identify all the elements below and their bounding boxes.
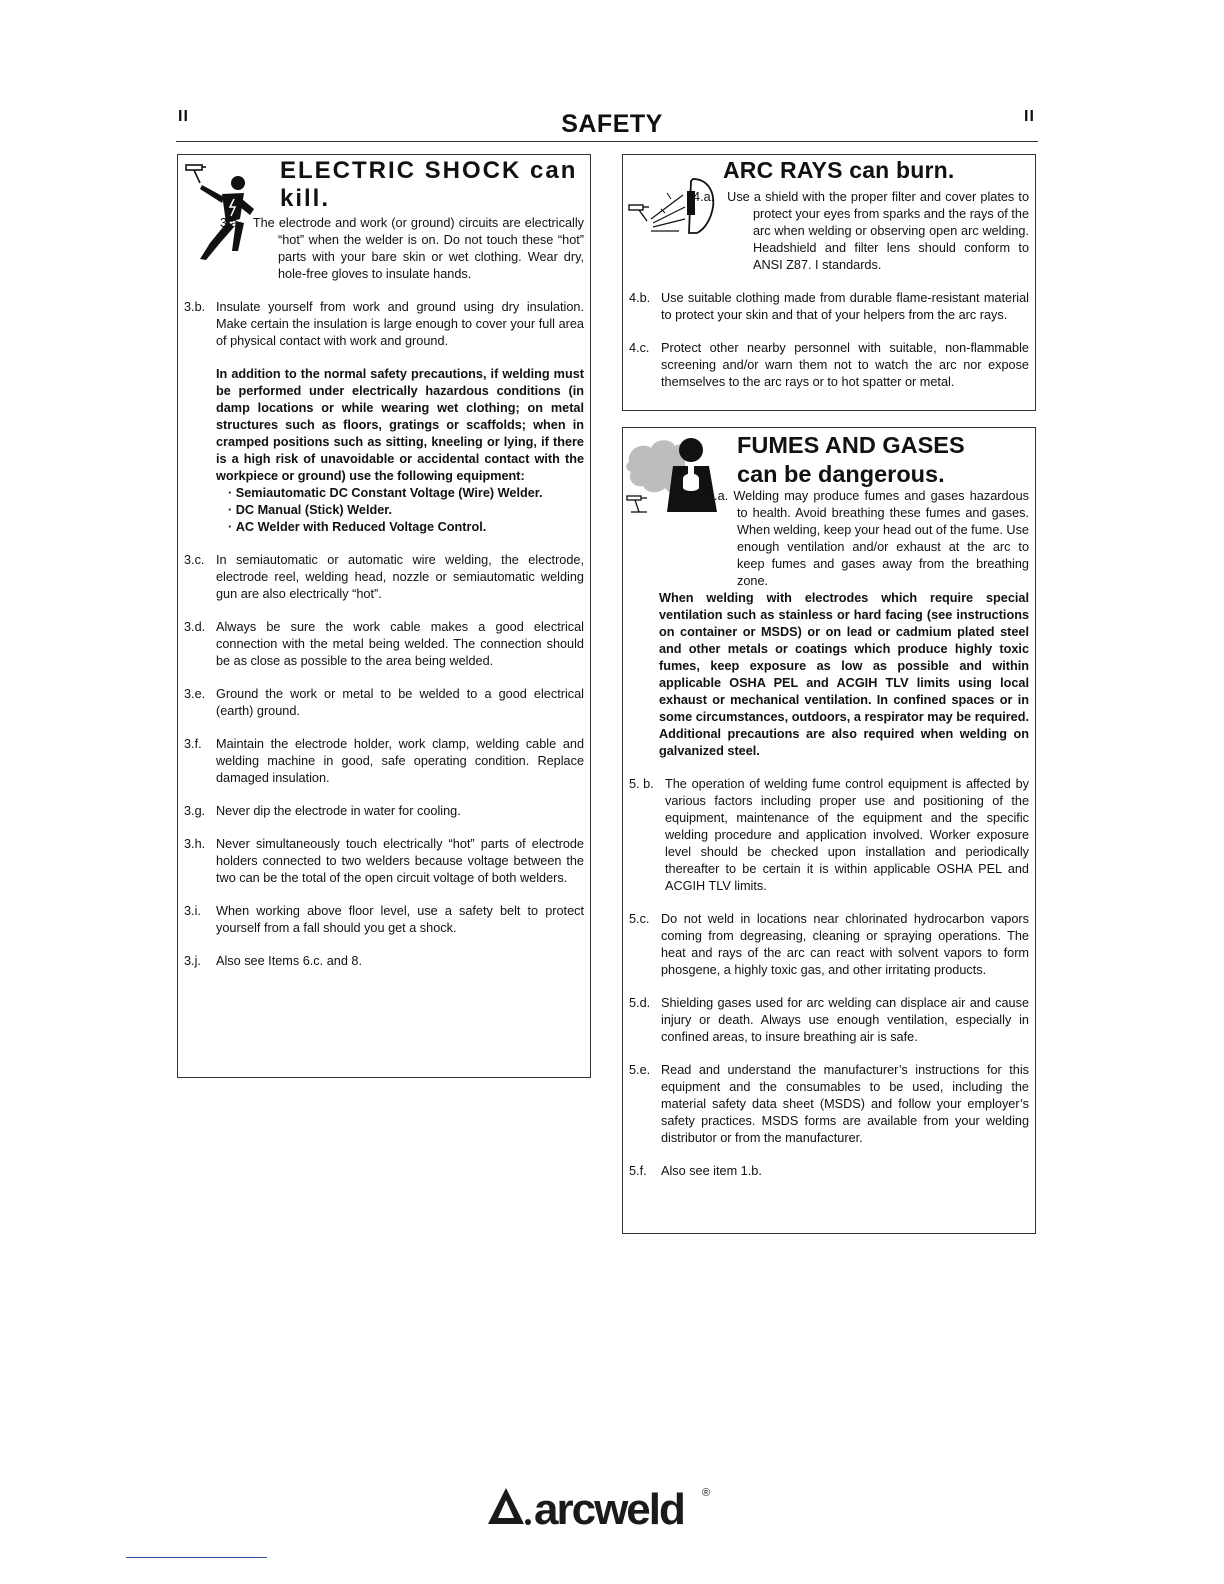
item-5a-intro xyxy=(659,488,1029,590)
page-title: SAFETY xyxy=(561,110,663,138)
hazardous-conditions-note xyxy=(184,366,584,536)
item-label: 3.d. xyxy=(184,620,206,634)
equipment-list xyxy=(216,485,584,536)
item-label: 5.f. xyxy=(629,1164,647,1178)
header-divider xyxy=(176,141,1038,142)
item-5b xyxy=(629,776,1029,895)
item-5f xyxy=(629,1163,1029,1180)
item-5e xyxy=(629,1062,1029,1147)
item-text: When working above floor level, use a safety belt to protect yourself from a fall should you get a shock. xyxy=(216,904,584,935)
item-4c xyxy=(629,340,1029,391)
item-text: Never dip the electrode in water for cooling. xyxy=(216,804,461,818)
electric-shock-body xyxy=(184,215,584,986)
item-text: In semiautomatic or automatic wire welding, the electrode, electrode reel, welding head, nozzle or semiautomatic welding gun are also electrically “hot”. xyxy=(216,553,584,601)
item-text: Also see item 1.b. xyxy=(661,1164,762,1178)
item-text: Welding may produce fumes and gases hazardous to health. Avoid breathing these fumes and gases. When welding, keep your head out of the fume. Use enough ventilation and/or exhaust at the arc to keep fumes and gases away from the breathing zone. xyxy=(733,489,1029,588)
item-label: 3.e. xyxy=(184,687,206,701)
item-3b xyxy=(184,299,584,350)
item-5a xyxy=(629,488,1029,760)
item-label: 5.c. xyxy=(629,912,650,926)
item-3f xyxy=(184,736,584,787)
registered-mark: ® xyxy=(702,1487,711,1499)
item-text: Read and understand the manufacturer’s instructions for this equipment and the consumables to be used, including the material safety data sheet (MSDS) and follow your employer’s safety practices. MSDS forms are available from your welding distributor or from the manufacturer. xyxy=(661,1063,1029,1145)
item-3h xyxy=(184,836,584,887)
list-item: · DC Manual (Stick) Welder. xyxy=(228,502,584,519)
header-right-mark: II xyxy=(1024,108,1035,125)
fumes-title-line1: FUMES AND GASES xyxy=(737,432,965,458)
item-3c xyxy=(184,552,584,603)
item-text: Also see Items 6.c. and 8. xyxy=(216,954,362,968)
arcweld-logo xyxy=(484,1480,744,1528)
item-3d xyxy=(184,619,584,670)
fumes-gases-body xyxy=(629,488,1029,1196)
item-text: Maintain the electrode holder, work clamp, welding cable and welding machine in good, safe operating condition. Replace damaged insulation. xyxy=(216,737,584,785)
item-5d xyxy=(629,995,1029,1046)
item-label: 3.g. xyxy=(184,804,206,818)
fumes-gases-title xyxy=(737,431,1027,488)
item-3a: 3.a. The electrode and work (or ground) circuits are electrically “hot” when the welder is on. Do not touch these “hot” parts with your bare skin or wet clothing. Wear dry, hole-free gloves to insulate hands. xyxy=(220,216,584,281)
electric-shock-title: ELECTRIC SHOCK can kill. xyxy=(280,157,578,212)
item-3e xyxy=(184,686,584,720)
arcweld-logo-mark xyxy=(484,1480,744,1528)
item-3j xyxy=(184,953,584,970)
arc-rays-title: ARC RAYS can burn. xyxy=(723,157,955,183)
item-3g xyxy=(184,803,584,820)
item-text: Protect other nearby personnel with suitable, non-flammable screening and/or warn them not to watch the arc nor expose themselves to the arc rays or to hot spatter or metal. xyxy=(661,341,1029,389)
item-text: Use a shield with the proper filter and cover plates to protect your eyes from sparks and the rays of the arc when welding or observing open arc welding. Headshield and filter lens should conform to ANSI Z87. I standards. xyxy=(727,190,1029,272)
fumes-gases-section xyxy=(622,427,1036,1234)
list-item: · AC Welder with Reduced Voltage Control. xyxy=(228,519,584,536)
item-label: 3.b. xyxy=(184,300,206,314)
item-3i xyxy=(184,903,584,937)
item-label: 3.i. xyxy=(184,904,201,918)
brand-name: arcweld xyxy=(534,1485,684,1528)
item-label: 4.c. xyxy=(629,341,650,355)
item-text: The operation of welding fume control equipment is affected by various factors including proper use and positioning of the equipment, maintenance of the equipment and the specific welding procedure and application involved. Worker exposure level should be checked upon installation and periodically thereafter to be certain it is within applicable OSHA PEL and ACGIH TLV limits. xyxy=(665,777,1029,893)
item-text: Do not weld in locations near chlorinated hydrocarbon vapors coming from degreasing, cleaning or spraying operations. The heat and rays of the arc can react with solvent vapors to form phosgene, a highly toxic gas, and other irritating products. xyxy=(661,912,1029,977)
item-text: Ground the work or metal to be welded to a good electrical (earth) ground. xyxy=(216,687,584,718)
item-text: Never simultaneously touch electrically “hot” parts of electrode holders connected to two welders because voltage between the two can be the total of the open circuit voltage of both welders. xyxy=(216,837,584,885)
arc-rays-section xyxy=(622,154,1036,411)
header-left-mark: II xyxy=(178,108,189,125)
item-label: 5.d. xyxy=(629,996,651,1010)
item-label: 5.a. xyxy=(707,489,729,503)
item-label: 5. b. xyxy=(629,777,654,791)
fumes-title-line2: can be dangerous. xyxy=(737,460,945,487)
item-4a: 4.a. Use a shield with the proper filter and cover plates to protect your eyes from sparks and the rays of the arc when welding or observing open arc welding. Headshield and filter lens should conform to ANSI Z87. I standards. xyxy=(693,190,1029,272)
item-label: 3.h. xyxy=(184,837,206,851)
item-text: Insulate yourself from work and ground using dry insulation. Make certain the insulation is large enough to cover your full area of physical contact with work and ground. xyxy=(216,300,584,348)
item-text: Use suitable clothing made from durable flame-resistant material to protect your skin and that of your helpers from the arc rays. xyxy=(661,291,1029,322)
footer-link-underline xyxy=(126,1557,267,1558)
item-text: Shielding gases used for arc welding can displace air and cause injury or death. Always use enough ventilation, especially in confined areas, to insure breathing air is safe. xyxy=(661,996,1029,1044)
item-4b xyxy=(629,290,1029,324)
item-text: The electrode and work (or ground) circuits are electrically “hot” when the welder is on. Do not touch these “hot” parts with your bare skin or wet clothing. Wear dry, hole-free gloves to insulate hands. xyxy=(252,216,584,281)
item-label: 5.e. xyxy=(629,1063,651,1077)
electric-shock-section xyxy=(177,154,591,1078)
item-label: 3.c. xyxy=(184,553,205,567)
item-text: Always be sure the work cable makes a good electrical connection with the metal being welded. The connection should be as close as possible to the area being welded. xyxy=(216,620,584,668)
item-label: 3.j. xyxy=(184,954,201,968)
item-5a-warning: When welding with electrodes which require special ventilation such as stainless or hard facing (see instructions on container or MSDS) or on lead or cadmium plated steel and other metals or coatings which produce highly toxic fumes, keep exposure as low as possible and within applicable OSHA PEL and ACGIH TLV limits using local exhaust or mechanical ventilation. In confined spaces or in some circumstances, outdoors, a respirator may be required. Additional precautions are also required when welding on galvanized steel. xyxy=(659,591,1029,758)
item-label: 4.b. xyxy=(629,291,651,305)
item-5c xyxy=(629,911,1029,979)
item-label: 3.f. xyxy=(184,737,202,751)
arc-rays-body xyxy=(629,189,1029,407)
bold-paragraph: In addition to the normal safety precautions, if welding must be performed under electrically hazardous conditions (in damp locations or while wearing wet clothing; on metal structures such as floors, gratings or scaffolds; when in cramped positions such as sitting, kneeling or lying, if there is a high risk of unavoidable or accidental contact with the workpiece or ground) use the following equipment: xyxy=(216,367,584,483)
list-item: · Semiautomatic DC Constant Voltage (Wire) Welder. xyxy=(228,485,584,502)
